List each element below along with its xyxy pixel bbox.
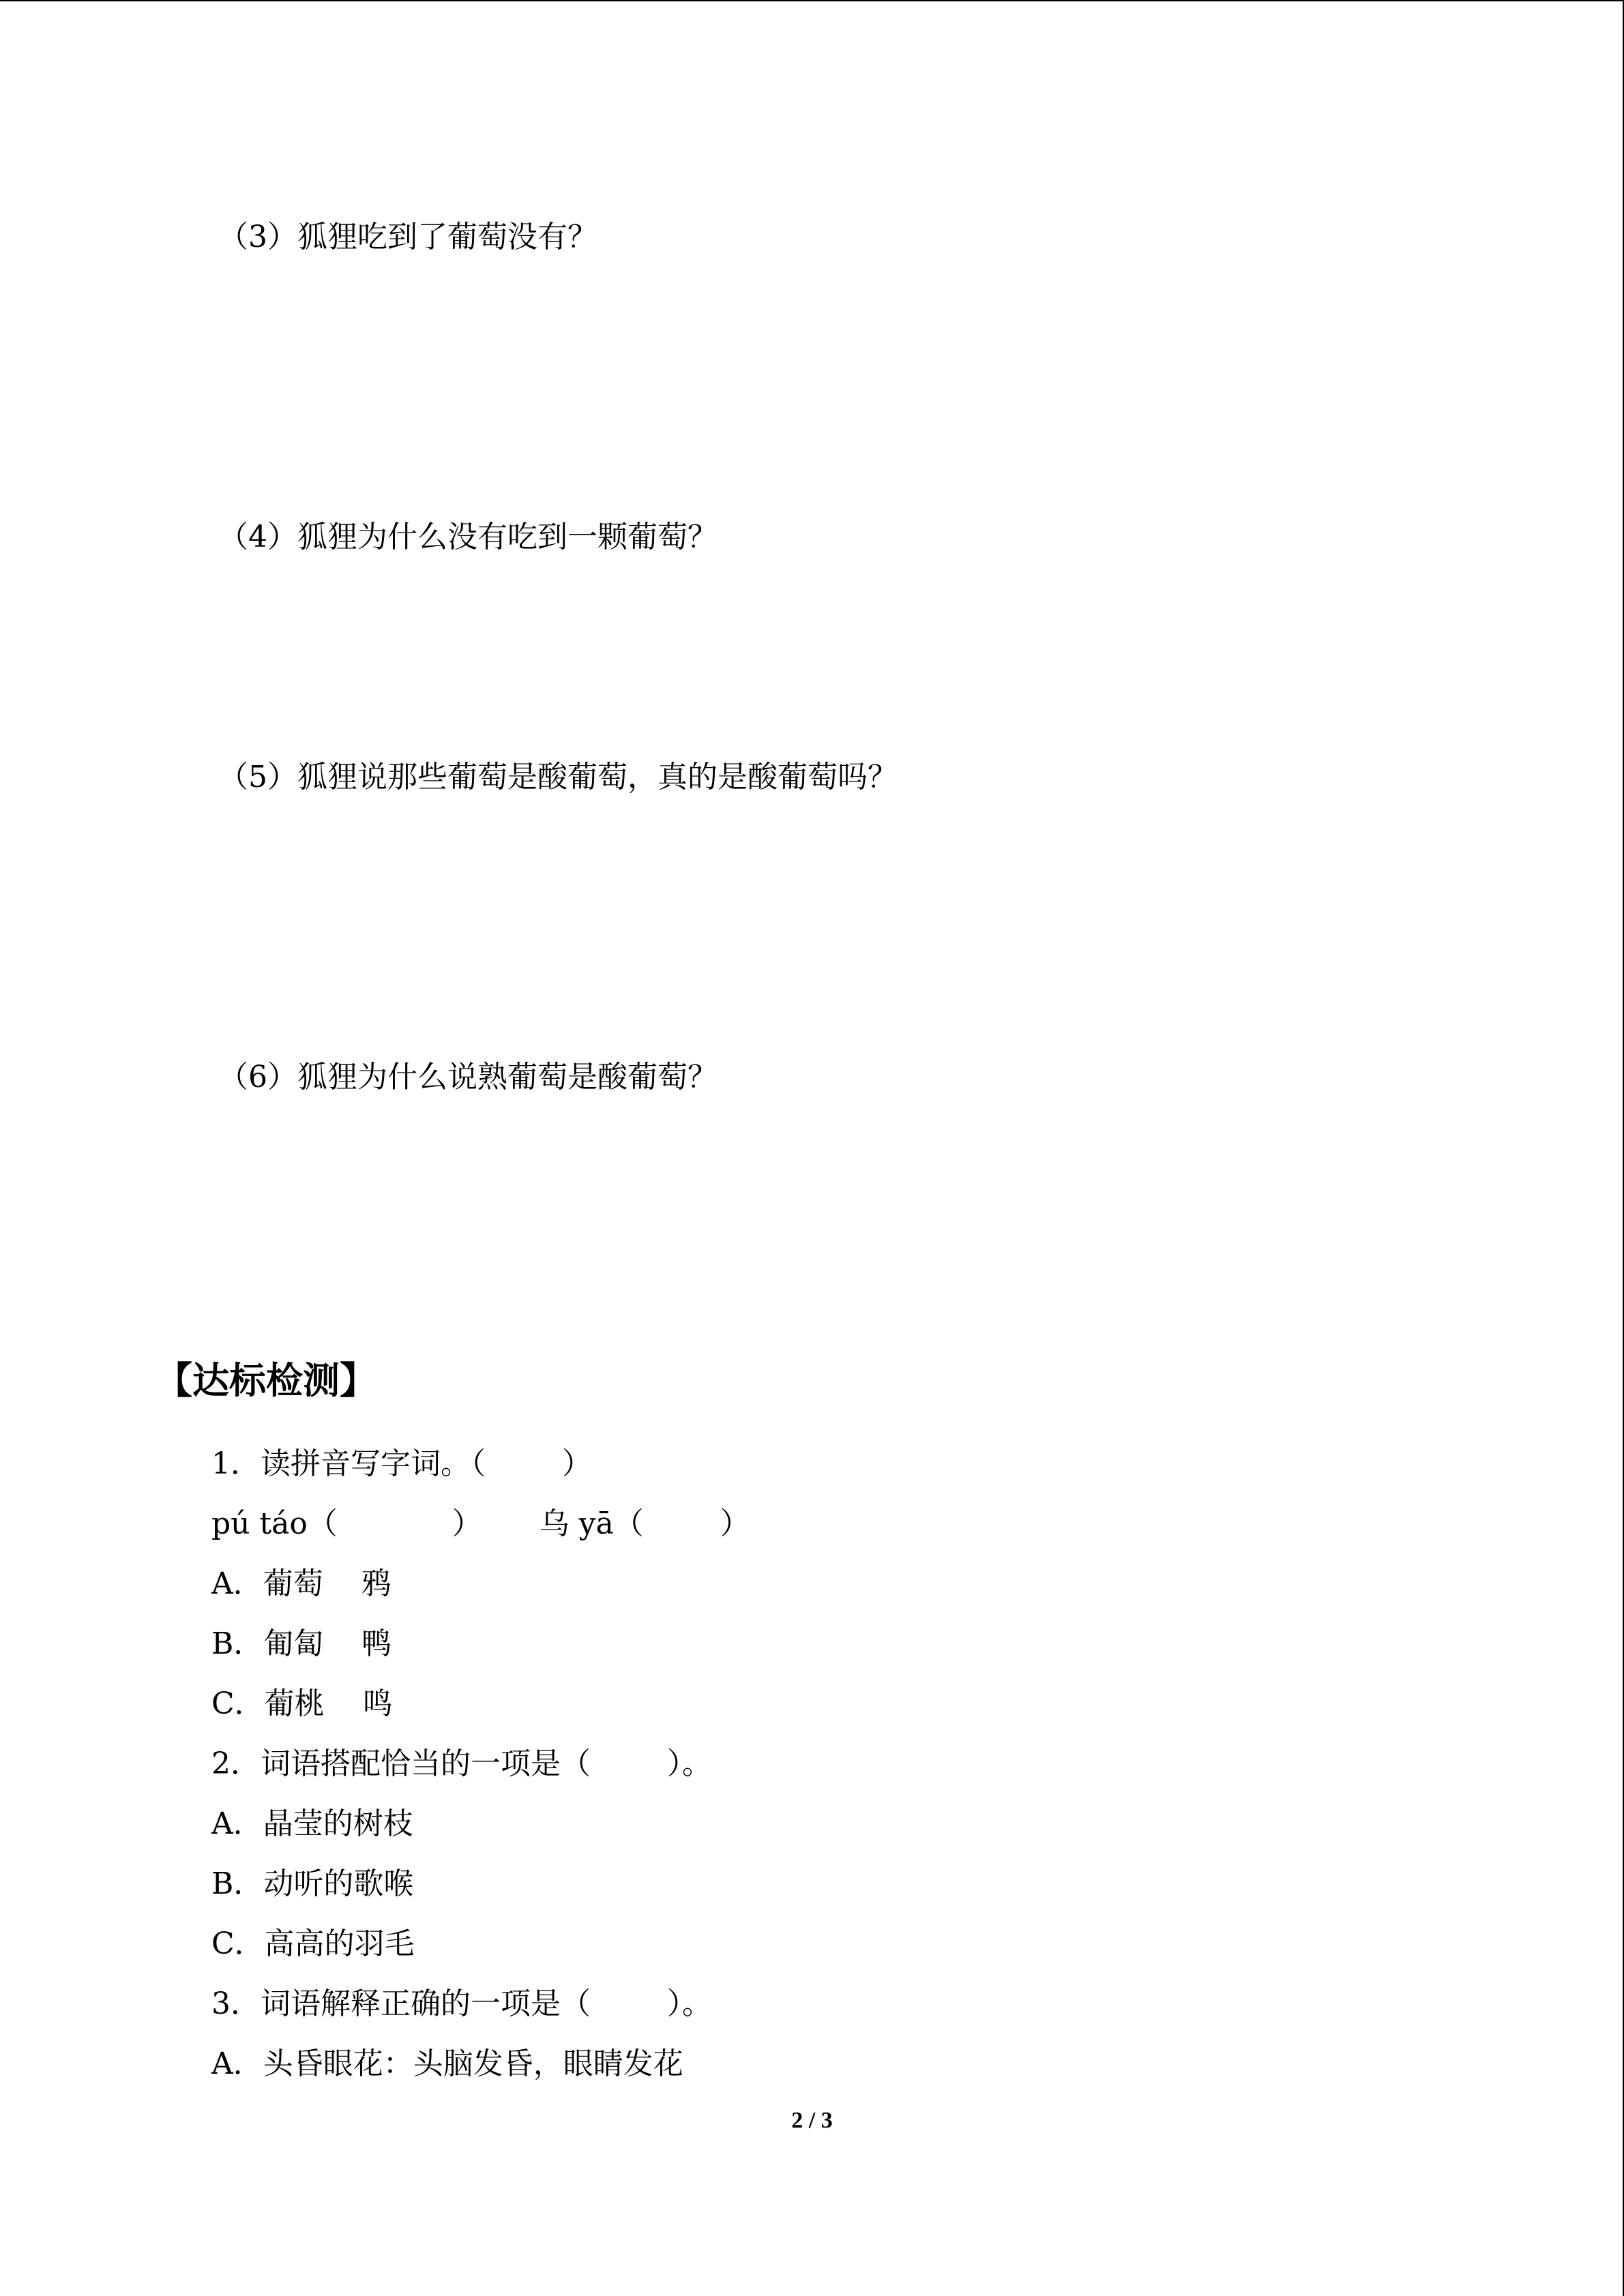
section-heading: 【达标检测】: [156, 1359, 377, 1402]
exercise-2-option-c: C．高高的羽毛: [211, 1926, 415, 1961]
exercise-1-prompt: 1．读拼音写字词。（ ）: [211, 1446, 592, 1481]
exercise-2-option-b: B．动听的歌喉: [211, 1866, 414, 1901]
exercise-1-option-b: B．匍匐 鸭: [211, 1626, 392, 1661]
exercise-1-option-a: A．葡萄 鸦: [211, 1566, 392, 1601]
question-5: （5）狐狸说那些葡萄是酸葡萄，真的是酸葡萄吗？: [218, 760, 898, 794]
exercise-1-pinyin: pú táo（ ） 乌 yā（ ）: [211, 1506, 750, 1541]
exercise-3-prompt: 3．词语解释正确的一项是（ ）。: [211, 1986, 712, 2021]
exercise-2-option-a: A．晶莹的树枝: [211, 1806, 413, 1841]
question-6: （6）狐狸为什么说熟葡萄是酸葡萄？: [218, 1060, 718, 1094]
question-4: （4）狐狸为什么没有吃到一颗葡萄？: [218, 520, 718, 554]
page-number: 2 / 3: [791, 2108, 833, 2133]
exercise-2-prompt: 2．词语搭配恰当的一项是（ ）。: [211, 1746, 712, 1781]
question-3: （3）狐狸吃到了葡萄没有？: [218, 220, 597, 254]
exercise-1-option-c: C．葡桃 鸣: [211, 1686, 393, 1721]
exercise-3-option-a: A．头昏眼花：头脑发昏，眼睛发花: [211, 2046, 683, 2081]
